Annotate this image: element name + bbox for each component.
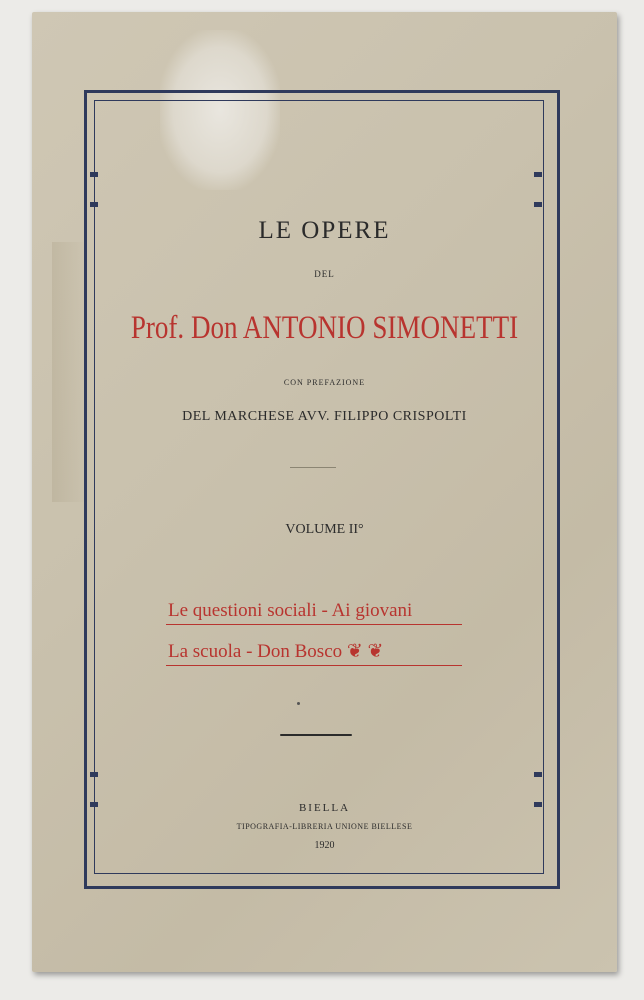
publication-place: BIELLA [298,802,351,814]
border-tick [90,202,98,207]
subtitle-underline [166,624,462,625]
spine-shadow [52,242,87,502]
border-tick [534,772,542,777]
book-title: LE OPERE [258,217,391,244]
border-tick [534,202,542,207]
publication-year: 1920 [314,840,335,851]
preface-author: DEL MARCHESE AVV. FILIPPO CRISPOLTI [182,409,467,424]
subtitle-line-2: La scuola - Don Bosco ❦ ❦ [168,641,384,662]
ornament-divider [290,467,336,468]
author-name: Prof. Don ANTONIO SIMONETTI [130,310,519,346]
del-label: DEL [314,269,335,279]
publisher-name: TIPOGRAFIA-LIBRERIA UNIONE BIELLESE [236,822,413,831]
border-tick [534,172,542,177]
border-tick [90,772,98,777]
ornament-rule [280,734,352,736]
ink-speck [297,702,300,705]
border-tick [90,172,98,177]
book-cover [32,12,617,972]
subtitle-line-1: Le questioni sociali - Ai giovani [168,600,413,621]
volume-label: VOLUME II° [285,522,364,537]
subtitle-underline [166,665,462,666]
preface-label: CON PREFAZIONE [283,378,366,387]
